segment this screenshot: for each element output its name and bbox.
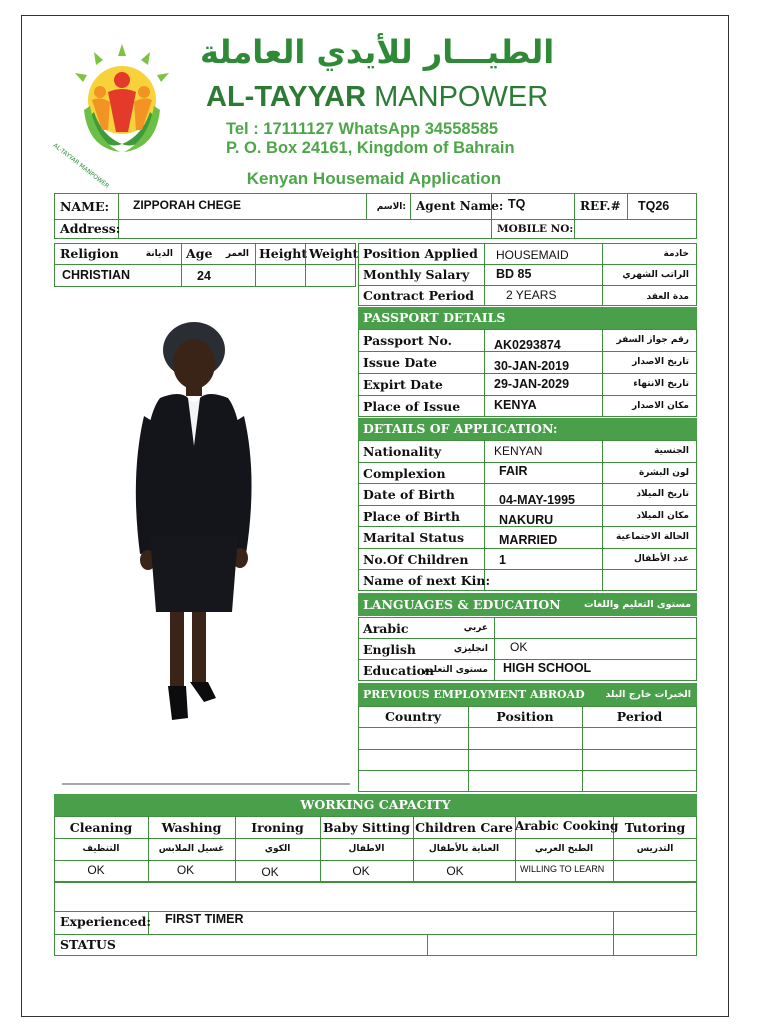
skill-cleaning-ar: التنظيف	[82, 844, 120, 854]
name-label-ar: الاسم:	[376, 202, 406, 212]
mobile-label: MOBILE NO:	[497, 223, 574, 235]
name-value: ZIPPORAH CHEGE	[133, 198, 242, 212]
address-line: P. O. Box 24161, Kingdom of Bahrain	[226, 139, 515, 157]
skill-cleaning-value: OK	[87, 863, 105, 877]
contract-period-value: 2 YEARS	[506, 288, 557, 302]
next-of-kin-label: Name of next Kin:	[363, 573, 491, 588]
religion-label-ar: الديانة	[145, 249, 173, 259]
religion-value: CHRISTIAN	[62, 268, 131, 282]
status-label: STATUS	[60, 937, 116, 952]
position-applied-label: Position Applied	[363, 246, 478, 261]
place-of-issue-ar: مكان الاصدار	[632, 401, 689, 411]
languages-education-header	[358, 593, 697, 616]
children-count-value: 1	[499, 553, 506, 567]
experienced-value: FIRST TIMER	[165, 912, 244, 926]
employment-col-country: Country	[384, 709, 442, 724]
skill-children-care-label: Children Care	[415, 820, 513, 835]
skill-tutoring-ar: التدريس	[636, 844, 674, 854]
skill-baby-sitting-ar: الاطفال	[348, 844, 385, 854]
skill-tutoring-label: Tutoring	[624, 820, 686, 835]
weight-label: Weight	[309, 246, 359, 261]
date-of-birth-value: 04-MAY-1995	[499, 493, 575, 507]
employment-col-period: Period	[616, 709, 663, 724]
skill-ironing-ar: الكوي	[264, 844, 291, 854]
brand-suffix: MANPOWER	[374, 81, 549, 113]
marital-status-ar: الحالة الاجتماعية	[616, 532, 689, 542]
complexion-value: FAIR	[499, 464, 528, 478]
applicant-photo-figure-icon	[60, 306, 350, 786]
age-value: 24	[197, 269, 211, 283]
agent-name-label: Agent Name:	[416, 199, 504, 213]
name-label: NAME:	[60, 199, 110, 214]
education-value: HIGH SCHOOL	[503, 661, 592, 675]
brand-name	[206, 80, 551, 114]
monthly-salary-value: BD 85	[496, 267, 532, 281]
position-applied-ar: خادمة	[663, 249, 689, 259]
passport-details-header: PASSPORT DETAILS	[358, 307, 697, 329]
company-logo	[51, 40, 186, 190]
skill-arabic-cooking-label: Arabic Cooking	[515, 819, 619, 833]
expiry-date-label: Expirt Date	[363, 377, 443, 392]
issue-date-label: Issue Date	[363, 355, 437, 370]
application-details-header: DETAILS OF APPLICATION:	[358, 418, 697, 440]
employment-col-position: Position	[496, 709, 554, 724]
languages-title: LANGUAGES & EDUCATION	[363, 597, 561, 612]
place-of-issue-label: Place of Issue	[363, 399, 461, 414]
age-label: Age	[186, 246, 213, 261]
skill-ironing-value: OK	[261, 865, 279, 879]
employment-header	[358, 683, 697, 706]
complexion-label: Complexion	[363, 466, 446, 481]
date-of-birth-ar: تاريخ الميلاد	[636, 489, 689, 499]
nationality-value: KENYAN	[494, 444, 543, 458]
skill-baby-sitting-label: Baby Sitting	[323, 820, 410, 835]
skill-washing-ar: غسيل الملابس	[158, 844, 225, 854]
marital-status-value: MARRIED	[499, 533, 558, 547]
nationality-label: Nationality	[363, 444, 442, 459]
english-value: OK	[510, 640, 528, 654]
issue-date-value: 30-JAN-2019	[494, 359, 570, 373]
logo-emblem-icon	[58, 40, 186, 166]
date-of-birth-label: Date of Birth	[363, 487, 455, 502]
skill-baby-sitting-value: OK	[352, 864, 370, 878]
arabic-label: Arabic	[363, 621, 409, 636]
passport-number-label: Passport No.	[363, 333, 452, 348]
arabic-company-name: الطيـــار للأيدي العاملة	[200, 33, 555, 71]
expiry-date-ar: تاريخ الانتهاء	[633, 379, 689, 389]
address-label: Address:	[60, 221, 121, 236]
expiry-date-value: 29-JAN-2029	[494, 377, 570, 391]
english-label: English	[363, 642, 416, 657]
issue-date-ar: تاريخ الاصدار	[632, 357, 689, 367]
brand-prefix: AL-TAYYAR	[206, 81, 367, 113]
place-of-birth-label: Place of Birth	[363, 509, 460, 524]
marital-status-label: Marital Status	[363, 530, 465, 545]
skill-arabic-cooking-ar: الطبخ العربي	[534, 844, 594, 854]
contract-period-ar: مدة العقد	[646, 292, 689, 302]
nationality-ar: الجنسية	[654, 446, 689, 456]
employment-title: PREVIOUS EMPLOYMENT ABROAD	[363, 688, 585, 701]
working-capacity-header: WORKING CAPACITY	[54, 794, 697, 816]
skill-arabic-cooking-value: WILLING TO LEARN	[520, 864, 605, 874]
complexion-ar: لون البشرة	[638, 468, 689, 478]
agent-name-value: TQ	[508, 197, 526, 211]
education-label: Education	[363, 663, 435, 678]
arabic-ar: عربي	[463, 623, 488, 633]
place-of-issue-value: KENYA	[494, 398, 537, 412]
place-of-birth-value: NAKURU	[499, 513, 554, 527]
ref-value: TQ26	[638, 199, 670, 213]
monthly-salary-ar: الراتب الشهري	[622, 270, 689, 280]
contract-period-label: Contract Period	[363, 288, 474, 303]
experienced-label: Experienced:	[60, 914, 151, 929]
place-of-birth-ar: مكان الميلاد	[636, 511, 689, 521]
skill-washing-label: Washing	[161, 820, 222, 835]
height-label: Height	[259, 246, 308, 261]
skill-cleaning-label: Cleaning	[69, 820, 133, 835]
age-label-ar: العمر	[225, 249, 249, 259]
employment-title-ar: الخبرات خارج البلد	[605, 689, 691, 700]
position-applied-value: HOUSEMAID	[496, 248, 569, 262]
ref-label: REF.#	[580, 199, 621, 213]
monthly-salary-label: Monthly Salary	[363, 267, 470, 282]
skill-children-care-ar: العناية بالأطفال	[428, 844, 500, 854]
skill-ironing-label: Ironing	[251, 820, 304, 835]
children-count-label: No.Of Children	[363, 552, 469, 567]
passport-number-value: AK0293874	[494, 338, 561, 352]
children-count-ar: عدد الأطفال	[633, 554, 689, 564]
skill-washing-value: OK	[176, 863, 195, 877]
passport-number-ar: رقم جواز السفر	[616, 335, 689, 345]
skill-children-care-value: OK	[446, 864, 464, 878]
languages-title-ar: مستوى التعليم واللغات	[583, 599, 691, 610]
english-ar: انجليزي	[453, 644, 488, 654]
religion-label: Religion	[60, 246, 119, 261]
form-title: Kenyan Housemaid Application	[246, 169, 502, 188]
applicant-photo	[60, 306, 350, 786]
education-ar: مستوى التعليم	[422, 665, 488, 675]
contact-line: Tel : 17111127 WhatsApp 34558585	[226, 120, 499, 138]
logo-arc-text: AL-TAYYAR MANPOWER	[51, 142, 111, 190]
